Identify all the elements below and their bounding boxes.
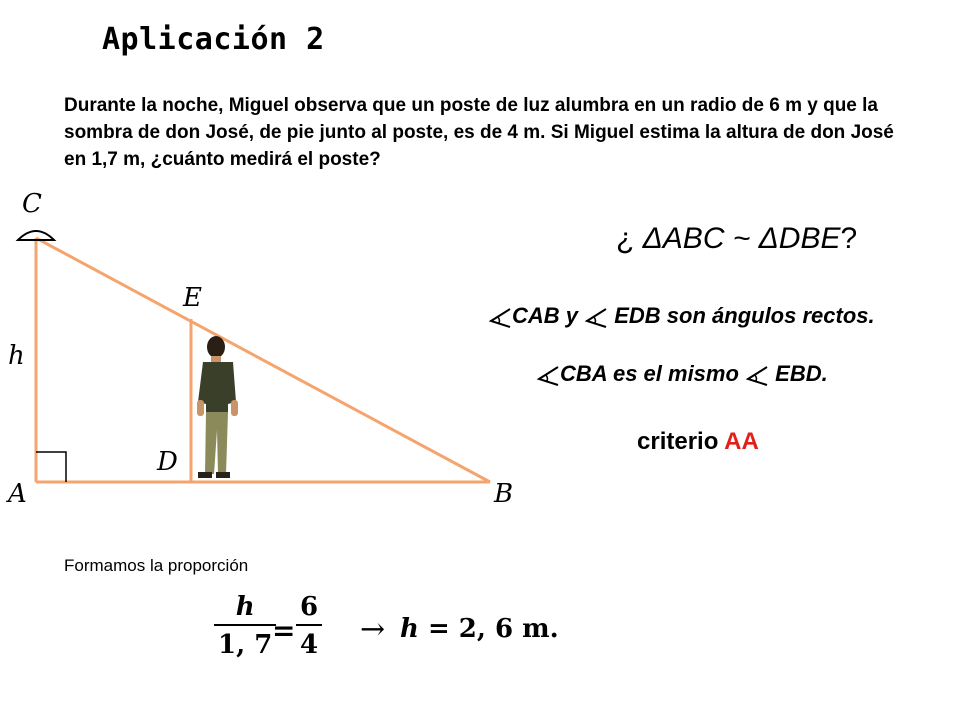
arrow-icon: → (360, 612, 386, 647)
angle-icon (536, 365, 560, 387)
triangle-figure (0, 180, 560, 520)
angle-icon (745, 365, 769, 387)
label-a: A (8, 479, 27, 509)
side-cb (36, 238, 490, 482)
result-equation (400, 614, 559, 644)
fraction-left-numerator: h (235, 592, 255, 622)
angle-icon (488, 307, 512, 329)
right-angle-marker (36, 452, 66, 482)
question-open: ¿ (616, 222, 643, 255)
fraction-right-numerator: 6 (300, 592, 319, 622)
result-variable: h (400, 614, 419, 644)
equals-sign: = (272, 614, 296, 647)
label-d: D (157, 447, 178, 477)
fraction-right (296, 592, 322, 660)
criterion (637, 428, 759, 456)
fraction-left (214, 592, 276, 660)
result-value: = 2, 6 m. (418, 614, 559, 644)
label-h: h (8, 341, 25, 371)
statement2-part1: CBA es el mismo (560, 361, 746, 386)
question-close: ? (840, 222, 858, 255)
fraction-left-denominator: 1, 7 (214, 624, 276, 660)
angle-icon (584, 307, 608, 329)
question-text: ΔABC ~ ΔDBE (642, 222, 841, 255)
problem-statement: Durante la noche, Miguel observa que un poste de luz alumbra en un radio de 6 m y que la sombra de don José, de pie junto al poste, es de 4 m. Si Miguel estima la altura de don José en 1,7 m, ¿cuánto medirá el poste? (64, 95, 894, 170)
criterion-label: criterio (637, 428, 725, 455)
statement1-part2: EDB son ángulos rectos. (608, 303, 875, 328)
proportion-intro: Formamos la proporción (64, 556, 249, 575)
statement1-part1: CAB y (512, 303, 585, 328)
fraction-right-denominator: 4 (296, 624, 322, 660)
label-c: C (22, 189, 42, 219)
page-title: Aplicación 2 (102, 22, 325, 57)
statement2-part2: EBD. (769, 361, 828, 386)
criterion-value: AA (724, 428, 759, 455)
label-e: E (183, 283, 202, 313)
similarity-question (616, 222, 857, 256)
person-icon (197, 336, 238, 478)
statement-right-angles (488, 303, 875, 329)
label-b: B (494, 479, 514, 509)
statement-common-angle (536, 361, 828, 387)
